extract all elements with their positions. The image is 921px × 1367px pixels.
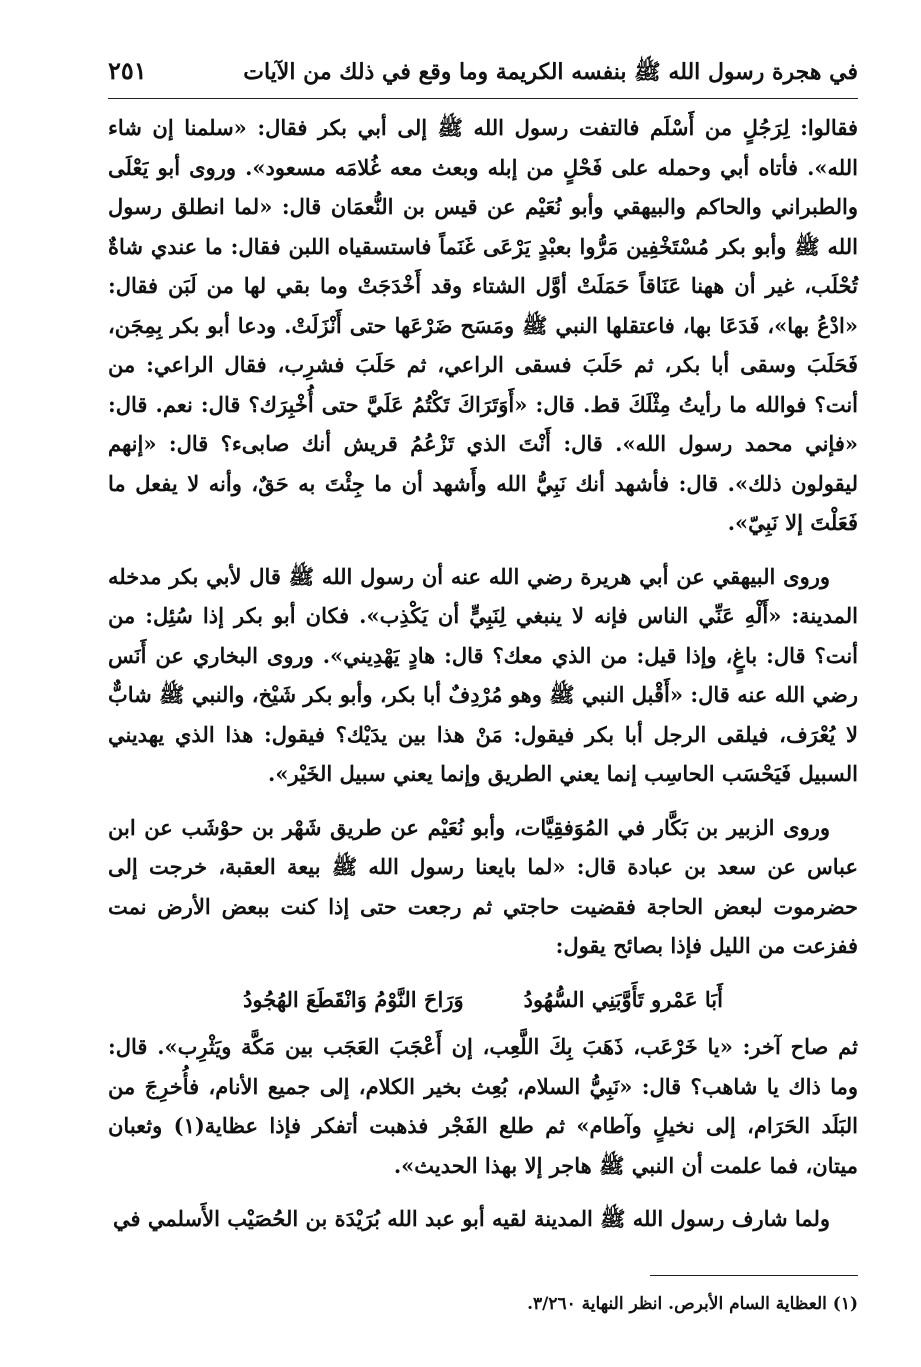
verse-second-hemistich: وَرَاحَ النَّوْمُ وَانْقَطَعَ الهُجُودُ bbox=[243, 986, 464, 1012]
poetry-verse bbox=[108, 980, 858, 1020]
paragraph: ثم صاح آخر: «يا خَرْعَب، ذَهَبَ بِكَ اللَّعِب، إن أَعْجَبَ العَجَب بين مَكَّة ويَثْرِب». قال: وما ذاك يا شاهب؟ قال: «نَبِيُّ السلام، بُعِث بخير الكلام، إلى جميع الأنام، فأُخرِجَ من البَلَد الحَرَام، إلى نخيلٍ وآطام» ثم طلع الفَجْر فذهبت أتفكر فإذا عظاية(١) وثعبان ميتان، فما علمت أن النبي ﷺ هاجر إلا بهذا الحديث». bbox=[108, 1034, 858, 1178]
running-header bbox=[108, 52, 858, 98]
footnote-divider bbox=[650, 1275, 858, 1276]
paragraph: وروى الزبير بن بَكَّار في المُوَفقِيَّات، وأبو نُعَيْم عن طريق شَهْر بن حوْشَب عن ابن عباس عن سعد بن عبادة قال: «لما بايعنا رسول الله ﷺ بيعة العقبة، خرجت إلى حضرموت لبعض الحاجة فقضيت حاجتي ثم رجعت حتى إذا كنت ببعض الأرض نمت ففزعت من الليل فإذا بصائح يقول: bbox=[108, 814, 858, 958]
paragraph: ولما شارف رسول الله ﷺ المدينة لقيه أبو عبد الله بُرَيْدَة بن الحُصَيْب الأَسلمي في bbox=[113, 1206, 830, 1231]
main-text bbox=[108, 108, 858, 1253]
chapter-title: في هجرة رسول الله ﷺ بنفسه الكريمة وما وقع في ذلك من الآيات bbox=[243, 59, 858, 85]
verse-first-hemistich: أَبَا عَمْرو تَأَوَّبَنِي السُّهُودُ bbox=[523, 986, 723, 1012]
paragraph: فقالوا: لِرَجُلٍ من أَسْلَم فالتفت رسول الله ﷺ إلى أبي بكر فقال: «سلمنا إن شاء الله». فأتاه أبي وحمله على فَحْلٍ من إبله وبعث معه غُلامَه مسعود». وروى أبو يَعْلَى والطبراني والحاكم والبيهقي وأبو نُعَيْم عن قيس بن النُّعمَان قال: «لما انطلق رسول الله ﷺ وأبو بكر مُسْتَخْفِين مَرُّوا بعبْدٍ يَرْعَى غَنَماً فاستسقياه اللبن فقال: ما عندي شاةٌ تُحْلَب، غير أن ههنا عَنَاقاً حَمَلَتْ أوَّل الشتاء وقد أَخْدَجَتْ وما بقي لها من لَبَن فقال: «ادْعُ بها»، فَدَعَا بها، فاعتقلها النبي ﷺ ومَسَح ضَرْعَها حتى أَنْزَلَتْ. ودعا أبو بكر بِمِجَن، فَحَلَبَ وسقى أبا بكر، ثم حَلَبَ فسقى الراعي، ثم حَلَبَ فشرِب، فقال الراعي: من أنت؟ فوالله ما رأيتُ مِثْلَكَ قط. قال: «أَوَتَرَاكَ تَكْتُمُ عَلَيَّ حتى أُخْبِرَك؟ قال: نعم. قال: «فإني محمد رسول الله». قال: أَنْتَ الذي تَزْعُمُ قريش أنك صابىء؟ قال: «إنهم ليقولون ذلك». قال: فأشهد أنك نَبِيُّ الله وأَشهد أن ما جِئْتَ به حَقٌ، وأنه لا يفعل ما فَعَلْتَ إلا نَبِيّ». bbox=[108, 115, 858, 535]
page-number: ٢٥١ bbox=[108, 56, 147, 85]
paragraph: وروى البيهقي عن أبي هريرة رضي الله عنه أن رسول الله ﷺ قال لأبي بكر مدخله المدينة: «أَلْهِ عَنِّي الناس فإنه لا ينبغي لِنَبِيٍّ أن يَكْذِب». فكان أبو بكر إذا سُئِل: من أنت؟ قال: باغٍ، وإذا قيل: من الذي معك؟ قال: هادٍ يَهْدِيني». وروى البخاري عن أَنَس رضي الله عنه قال: «أَقْبل النبي ﷺ وهو مُرْدِفٌ أبا بكر، وأبو بكر شَيْخ، والنبي ﷺ شابٌّ لا يُعْرَف، فيلقى الرجل أبا بكر فيقول: مَنْ هذا بين يدَيْك؟ فيقول: هذا الذي يهديني السبيل فَيَحْسَب الحاسِب إنما يعني الطريق وإنما يعني سبيل الخَيْر». bbox=[108, 563, 858, 786]
footnote: (١) العظاية السام الأبرص. انظر النهاية ٣/٢٦٠. bbox=[527, 1294, 858, 1314]
header-divider bbox=[108, 98, 858, 99]
